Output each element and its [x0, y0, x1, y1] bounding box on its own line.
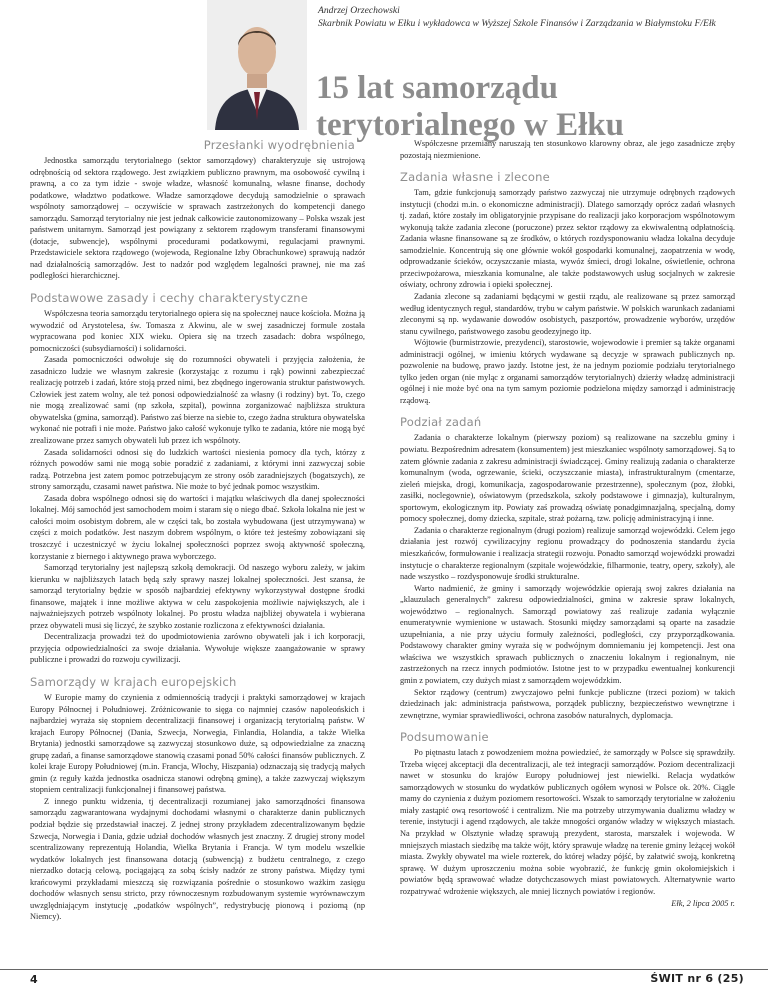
paragraph: Sektor rządowy (centrum) zwyczajowo pełni funkcje publiczne (trzeci poziom) w takich dziedzinach jak: administracja państwowa, porządek publiczny, bezpieczeństwo wewnętrzne i zewnętrzne, wymiar sprawiedliwości, ochrona zasobów naturalnych, dyplomacja.: [400, 687, 735, 720]
section-heading: Przesłanki wyodrębnienia: [203, 138, 355, 152]
section-continued: [400, 138, 735, 161]
section-zadania-wlasne: [400, 170, 735, 406]
section-heading: Podstawowe zasady i cechy charakterystyczne: [30, 291, 309, 306]
paragraph: Współczesna teoria samorządu terytorialnego opiera się na społecznej nauce kościoła. Można ją wywodzić od Arystotelesa, św. Tomasza z Akwinu, ale w swej zasadniczej formule została wypracowana pod koniec XIX wieku. Opiera się na trzech zasadach: dobra wspólnego, pomocniczości (subsydiarności) i solidarności.: [30, 309, 365, 353]
left-column: [30, 138, 365, 932]
paragraph: Zasada dobra wspólnego odnosi się do wartości i majątku właściwych dla danej społeczności lokalnej. Mój samochód jest samochodem moim i staram się o niego dbać. Szkoła lokalna nie jest w całości moim osobistym dobrem, ale w części tak, bo została wybudowana (jest utrzymywana) w części z moich podatków. Jest naszym dobrem wspólnym, o które też jesteśmy zobowiązani się troszczyć i uczestniczyć w życiu lokalnej społeczności poprzez swoją aktywność społeczną, korzystanie z biernego i aktywnego prawa wyborczego.: [30, 493, 365, 561]
footer-divider: [0, 969, 768, 970]
paragraph: Z innego punktu widzenia, tj decentralizacji rozumianej jako samorządności finansowa samorządu zagwarantowana wydajnymi dochodami własnymi o charakterze danin publicznych podział będzie się przedstawiał inaczej. Z jednej strony przykładem zdecentralizowanym będzie Szwecja, Norwegia i Dania, gdzie udział dochodów własnych jest znaczny. Z drugiej strony model scentralizowany reprezentują Holandia, Wielka Brytania i Francja. W tym modelu wszelkie wydatków lokalnych jest finansowana dotacją (subwencją) z budżetu centralnego, z czego nierzadko dotacją celową, pociągającą za sobą ścisły nadzór ze strony państwa. Między tymi krańcowymi przykładami mieszczą się rozwiązania pośrednie o stosunkowo ważkim zasięgu dochodów własnych sensu stricto, przy równoczesnym rozbudowanym systemie wyrównawczym uwzględniającym instytucję „podatków wspólnych”, redystrybucję pionową i poziomą (np Niemcy).: [30, 796, 365, 922]
paragraph: Po piętnastu latach z powodzeniem można powiedzieć, że samorządy w Polsce się sprawdziły. Trzeba więcej akceptacji dla decentralizacji, ale też integracji samorządów. Poziom decentralizacji nawet w stosunku do krajów Europy południowej jest niewielki. Relacja wydatków samorządowych w stosunku do wydatków publicznych ogółem wynosi w Polsce ok. 20%. Ciągle mamy do czynienia z dużym poziomem resortowości. Wszak to samorządy terytorialne w założeniu miały zastąpić ową resortowość i centralizm. Nie ma potrzeby utrzymywania dualizmu władzy w terenie, instytucji i agend rządowych, ale także mnogości organów władzy w większych miastach. Na przykład w Olsztynie władzę sprawują prezydent, starosta, marszałek i wojewoda. W mniejszych miastach siedzibę ma także wójt, który sprawuje władzę na terenie gminy leżącej wokół miasta. Zwykły obywatel ma wiele rozterek, do której władzy pójść, by załatwić swoją, konkretną sprawę. W dużym uproszczeniu można sobie wyobrazić, że funkcję gmin okołomiejskich i powiatów będą sprawować władze dotychczasowych miast powiatowych. Alternatywnie warto rozpatrywać wdrożenie większych, ale mniej licznych powiatów i regionów.: [400, 748, 735, 896]
paragraph: Samorząd terytorialny jest najlepszą szkołą demokracji. Od naszego wyboru zależy, w jakim kierunku w najbliższych latach będą szły sprawy naszej lokalnej społeczności. Jest szansa, że samorząd terytorialny będzie w sposób najbardziej efektywny wykorzystywał dostępne środki finansowe, majątek i inne możliwe aktywa w celu zaspokojenia możliwie największych, ale i najważniejszych potrzeb wspólnoty lokalnej. Po prostu władza najbliżej obywatela i wybierana przez obywateli musi się liczyć, że szybko zostanie rozliczona z efektywności działania.: [30, 563, 365, 630]
paragraph: Zadania zlecone są zadaniami będącymi w gestii rządu, ale realizowane są przez samorząd według identycznych reguł, standardów, trybu w całym państwie. W polskich warunkach zadaniami zleconymi są np. wydawanie dowodów osobistych, paszportów, prowadzenie wyborów, urzędów stanu cywilnego, państwowego zasobu geodezyjnego itp.: [400, 292, 735, 336]
section-heading: Samorządy w krajach europejskich: [30, 674, 237, 689]
paragraph: W Europie mamy do czynienia z odmiennością tradycji i praktyki samorządowej w krajach Europy Północnej i Południowej. Zróżnicowanie to sięga co najmniej czasów napoleońskich i najbardziej wyraża się stopniem decentralizacji finansowej i organizacją terytorialną państw. W krajach Europy Północnej (Dania, Szwecja, Norwegia, Finlandia, Holandia, a także Wielka Brytania) jednostki samorządowe są zazwyczaj stosunkowo duże, są odpowiedzialne za znaczną grupę zadań, a finanse samorządowe stanowią czasami ponad 50% całości finansów publicznych. Z kolei kraje Europy Południowej (m.in. Francja, Włochy, Hiszpania) odznaczają się tradycją małych gmin (z reguły każda jednostka osadnicza stanowi odrębną gminę), a także zazwyczaj większym stopniem centralizacji funkcjonalnej i finansowej państwa.: [30, 692, 365, 795]
issue-label: ŚWIT nr 6 (25): [650, 972, 744, 985]
paragraph: Współczesne przemiany naruszają ten stosunkowo klarowny obraz, ale jego zasadnicze zręby pozostają niezmienione.: [400, 139, 735, 160]
page-number: 4: [30, 973, 38, 986]
paragraph: Zasada solidarności odnosi się do ludzkich wartości niesienia pomocy dla tych, którzy z różnych powodów sami nie mogą sobie poradzić z zadaniami, z którymi inni zazwyczaj sobie radzą. Potrzebna jest zatem pomoc potrzebującym ze strony osób zaradniejszych (bogatszych), ze strony samorządu, czasami nawet państwa. Nie może to być jednak pomoc wszystkim.: [30, 447, 365, 492]
section-heading: Podział zadań: [400, 415, 482, 430]
author-block: [318, 4, 748, 30]
paragraph: Warto nadmienić, że gminy i samorządy wojewódzkie opierają swoj zakres działania na „klauzulach generalnych” zakresu odpowiedzialności, gmina w zakresie spraw lokalnych, województwo – regionalnych. Samorząd powiatowy zaś realizuje zadania wyłącznie enumeratywnie wymienione w ustawach. Stosunki między samorządami są oparte na zasadzie uzupełniania, a nie przy użyciu formuły zależności, podległości, czy przyporządkowania. Podstawowy charakter gminy wyraża się w podwójnym domniemaniu jej kompetencji. Jest ona właściwa we wszystkich sprawach publicznych o znaczeniu lokalnym i regionalnym, nie zastrzeżonych na rzecz innych podmiotów. Istotne jest to w przypadku ewentualnej konkurencji gmin z powiatem, czy dużych miast z samorządem wojewódzkim.: [400, 583, 735, 685]
right-column: [400, 138, 735, 917]
section-heading: Podsumowanie: [400, 730, 489, 745]
paragraph: Zadania o charakterze regionalnym (drugi poziom) realizuje samorząd wojewódzki. Celem jego działania jest rozwój cywilizacyjny regionu prowadzący do podnoszenia standardu życia mieszkańców, formułowanie i realizacja strategii rozwoju. Ponadto samorząd wojewódzki prowadzi instytucje o charakterze regionalnym (szpitale wojewódzkie, filharmonie, teatry, opery, szkoły), ale nade wszystko – rozdysponowuje środki strukturalne.: [400, 525, 735, 582]
author-photo: [207, 0, 307, 130]
paragraph: Zasada pomocniczości odwołuje się do rozumności obywateli i przyjęcia założenia, że zasadniczo ludzie we własnym zakresie (korzystając z rozumu i rąk) powinni zabezpieczać realizację potrzeb i zadań, które stoją przed nimi, bez zbędnego ingerowania struktur państwowych. Człowiek jest zatem wolny, ale też ponosi odpowiedzialność za własny (i rodziny) byt. To, czego nie mogą zrealizować sami (np szkoła, szpital), powinna zorganizować najbliższa struktura obywatelska (gmina, samorząd). Państwo zaś bierze na siebie to, czego żadna struktura obywatelska wykonać nie potrafi i nie może. Państwo jako całość wykonuje tylko te zadania, które nie mogą być zrealizowane przez samych obywateli lub przez ich wspólnoty.: [30, 355, 365, 446]
paragraph: Jednostka samorządu terytorialnego (sektor samorządowy) charakteryzuje się ustrojową odrębnością od sektora rządowego. Jest związkiem publiczno prawnym, ma osobowość cywilną i prawną, a co za tym idzie - swoje władze, własność komunalną, własne finanse, dochody podatkowe, władztwo podatkowe. Władze samorządowe decydują samodzielnie o sprawach wspólnoty samorządowej – oczywiście w sprawach zastrzeżonych do kompetencji danego samorządu. Samorząd terytorialny nie jest jednak całkowicie zautonomizowany – Polska wszak jest państwem unitarnym. Samorząd jest powiązany z sektorem rządowym transferami finansowymi (dotacje, subwencje), wspólnymi procedurami podatkowymi, regulacjami prawnymi. Przedstawiciele sektora rządowego (wojewoda, Regionalne Izby Obrachunkowe) sprawują nadzór nad działalnością samorządów. Jest to nadzór pod względem legalności prawnej, nie ma zaś podległości hierarchicznej.: [30, 156, 365, 281]
signature-date: Ełk, 2 lipca 2005 r.: [671, 899, 735, 909]
paragraph: Decentralizacja prowadzi też do upodmiotowienia zarówno obywateli jak i ich korporacji, przyjęcia odpowiedzialności za swoje działania. Wywołuje większe zaangażowanie w sprawy publiczne i prowadzi do rozwoju cywilizacji.: [30, 632, 365, 665]
paragraph: Zadania o charakterze lokalnym (pierwszy poziom) są realizowane na szczeblu gminy i powiatu. Bezpośrednim adresatem (konsumentem) jest mieszkaniec wspólnoty samorządowej. Są to zatem głównie zadania z zakresu administracji świadczącej. Gminy realizują zadania o charakterze komunalnym (woda, ogrzewanie, ścieki, oczyszczanie miasta), infrastrukturalnym (cmentarze, zieleń miejska, drogi, komunikacja, zagospodarowanie przestrzenne), społecznym (poz, żłobki, zasiłki, noclegownie), oświatowym (przedszkola, szkoły podstawowe i gimnazja), kulturalnym, sportowym, ekologicznym itp. Powiaty zaś prowadzą oświatę ponadgimnazjalną, specjalną, domy pomocy społecznej, domy dziecka, szpitale, straż pożarną, tzw. policję administracyjną i inne.: [400, 433, 735, 524]
paragraph: Wójtowie (burmistrzowie, prezydenci), starostowie, wojewodowie i premier są także organami administracji ogólnej, w imieniu których wydawane są decyzje w sprawach publicznych np. pozwolenie na budowę, prawo jazdy. Istotne jest, że na jednym poziomie podziału terytorialnego tylko jeden organ (nie myląc z organami samorządów terytorialnych) dzierży władzę administracji ogólnej i nie może być ona na tym samym poziomie podzielona między samorząd i administrację rządową.: [400, 338, 735, 405]
section-samorzady-europa: [30, 675, 365, 923]
author-affiliation: Skarbnik Powiatu w Ełku i wykładowca w Wyższej Szkole Finansów i Zarządzania w Białymstoku F/Ełk: [318, 18, 716, 29]
author-name: Andrzej Orzechowski: [318, 5, 400, 16]
section-przeslanki: [30, 138, 365, 282]
article-title: 15 lat samorządu terytorialnego w Ełku: [316, 70, 624, 143]
section-heading: Zadania własne i zlecone: [400, 170, 550, 185]
section-zasady: [30, 291, 365, 666]
author-portrait-image: [207, 0, 307, 130]
section-podzial-zadan: [400, 415, 735, 721]
section-podsumowanie: [400, 730, 735, 908]
paragraph: Tam, gdzie funkcjonują samorządy państwo zazwyczaj nie utrzymuje odrębnych rządowych instytucji (chodzi m.in. o ekonomiczne administracji). Dlatego samorządy oprócz zadań własnych tj. zadań, które zostały im obligatoryjnie przypisane do realizacji jako korporacjom wspólnotowym wykonują także zadania zlecone (poruczone) przez sektor rządowy za ekwiwalentną odpłatnością. Zadania własne finansowane są ze środków, o których rozdysponowaniu władza lokalna decyduje samodzielnie. Koncentrują się one głównie wokół gospodarki komunalnej, zaopatrzenia w wodę, odprowadzanie ścieków, oczyszczanie miasta, wywóz śmieci, drogi lokalne, oświetlenie, ochrona przeciwpożarowa, mieszkania komunalne, ale także podstawowych usług socjalnych w zakresie oświaty, ochrony zdrowia i opieki społecznej.: [400, 188, 735, 290]
